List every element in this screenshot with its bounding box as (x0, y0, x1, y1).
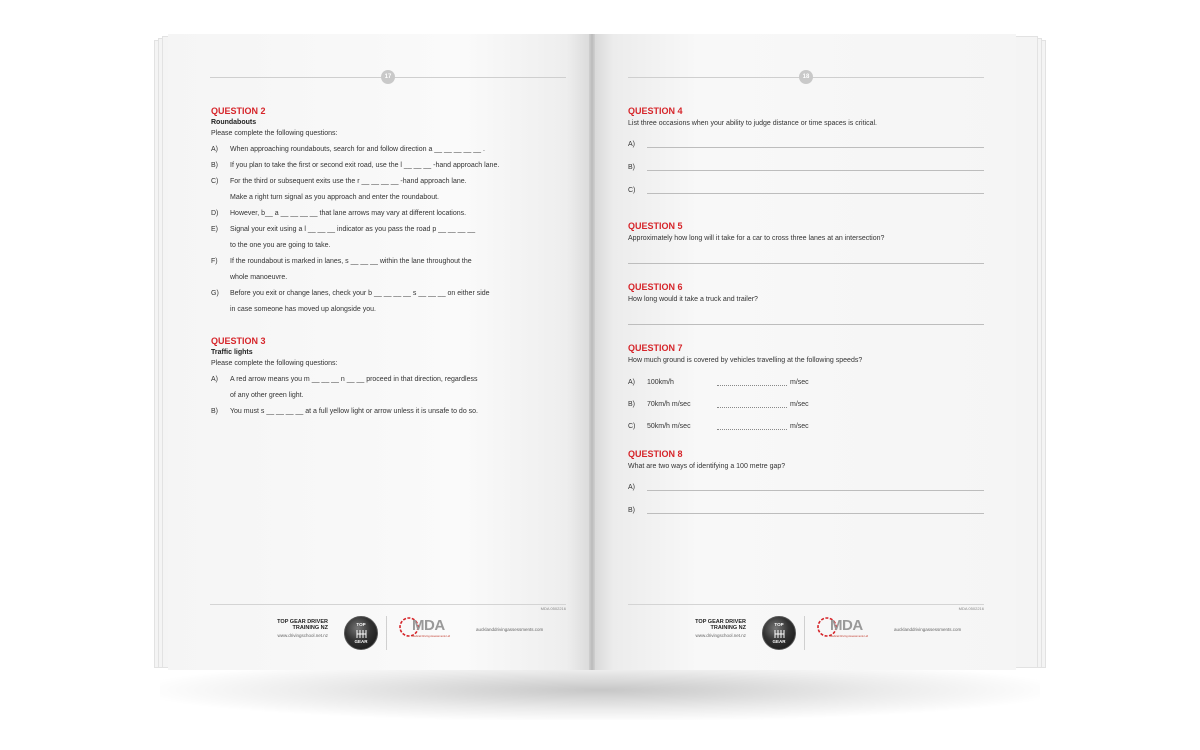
logo-text: TOP (356, 622, 366, 627)
question-5 (628, 221, 984, 264)
question-text: How long would it take a truck and trailer? (628, 296, 758, 303)
mda-logo (816, 614, 891, 654)
item-text (230, 375, 561, 400)
speed-row (628, 378, 984, 387)
item-text-line: Before you exit or change lanes, check your b __ __ __ __ s __ __ __ on either side (230, 290, 490, 297)
speed-label: B) (628, 401, 635, 408)
gear-shift-icon (356, 629, 368, 639)
top-gear-logo (344, 616, 378, 650)
speed-row (628, 422, 984, 431)
page-number: 18 (799, 70, 813, 84)
mda-wordmark: MDA (830, 617, 863, 634)
page-content (628, 106, 984, 515)
item-text-line: Signal your exit using a l __ __ __ indicator as you pass the road p __ __ __ __ (230, 226, 476, 233)
speed-row (628, 400, 984, 409)
page-content (211, 106, 561, 416)
footer-rule (210, 604, 566, 605)
answer-line[interactable] (628, 140, 984, 149)
question-title: QUESTION 8 (628, 449, 683, 459)
item-label: F) (211, 258, 218, 265)
item-text-line: If the roundabout is marked in lanes, s __ __ __ within the lane throughout the (230, 258, 472, 265)
speed-value: 50km/h m/sec (647, 423, 691, 430)
question-item (211, 225, 561, 250)
answer-line[interactable] (628, 186, 984, 195)
speed-unit: m/sec (790, 379, 809, 386)
item-label: C) (211, 178, 219, 185)
answer-label: A) (628, 141, 635, 148)
item-text (230, 145, 561, 154)
question-text: How much ground is covered by vehicles travelling at the following speeds? (628, 357, 863, 364)
item-text-line: A red arrow means you m __ __ __ n __ __ proceed in that direction, regardless (230, 376, 478, 383)
question-title: QUESTION 6 (628, 282, 683, 292)
item-label: E) (211, 226, 218, 233)
question-7 (628, 343, 984, 431)
right-page (592, 34, 1016, 670)
left-page (168, 34, 592, 670)
question-8 (628, 449, 984, 515)
answer-label: B) (628, 507, 635, 514)
brand-name-line: TOP GEAR DRIVER (695, 619, 746, 625)
mda-url: aucklanddrivingassessments.com (894, 627, 962, 632)
footer-rule (628, 604, 984, 605)
item-text (230, 161, 561, 170)
document-code: MDA 0502216 (540, 606, 566, 611)
item-label: A) (211, 376, 218, 383)
item-label: G) (211, 290, 219, 297)
brand-name-line: TOP GEAR DRIVER (277, 619, 328, 625)
item-text (230, 407, 561, 416)
footer-divider (386, 616, 387, 650)
brand-name (208, 619, 328, 631)
item-label: D) (211, 210, 219, 217)
logo-text: GEAR (354, 639, 368, 644)
answer-line[interactable] (628, 163, 984, 172)
mda-url: aucklanddrivingassessments.com (476, 627, 544, 632)
speed-value: 100km/h (647, 379, 674, 386)
question-item (211, 209, 561, 218)
question-text: List three occasions when your ability to judge distance or time spaces is critical. (628, 120, 878, 127)
speed-answer-line[interactable] (717, 402, 787, 408)
question-subtitle: Roundabouts (211, 119, 257, 126)
question-4 (628, 106, 984, 195)
question-6 (628, 282, 984, 325)
page-footer (628, 604, 984, 654)
answer-line[interactable] (628, 506, 984, 515)
speed-answer-line[interactable] (717, 380, 787, 386)
brand-name-line: TRAINING NZ (292, 625, 328, 631)
item-label: A) (211, 146, 218, 153)
question-intro: Please complete the following questions: (211, 360, 338, 367)
item-text-continued: Make a right turn signal as you approach and enter the roundabout. (230, 194, 439, 201)
question-item (211, 145, 561, 154)
page-footer (210, 604, 566, 654)
mda-tagline: Medical Driving Assessments Ltd (412, 635, 451, 638)
question-title: QUESTION 3 (211, 336, 266, 346)
speed-value: 70km/h m/sec (647, 401, 691, 408)
answer-line[interactable] (628, 304, 984, 325)
footer-divider (804, 616, 805, 650)
answer-line[interactable] (628, 483, 984, 492)
item-text-continued: to the one you are going to take. (230, 242, 331, 249)
question-item (211, 177, 561, 202)
top-gear-logo (762, 616, 796, 650)
question-title: QUESTION 4 (628, 106, 683, 116)
item-text-continued: whole manoeuvre. (230, 274, 288, 281)
brand-url: www.drivingschool.net.nz (277, 633, 328, 638)
item-label: B) (211, 408, 218, 415)
question-2 (211, 106, 561, 314)
page-header (628, 70, 984, 84)
speed-label: A) (628, 379, 635, 386)
item-text-line: You must s __ __ __ __ at a full yellow light or arrow unless it is unsafe to do so. (230, 408, 478, 415)
item-text-line: For the third or subsequent exits use the r __ __ __ __ -hand approach lane. (230, 178, 467, 185)
question-item (211, 407, 561, 416)
brand-name (626, 619, 746, 631)
item-text (230, 225, 561, 250)
question-title: QUESTION 5 (628, 221, 683, 231)
item-text-line: If you plan to take the first or second exit road, use the l __ __ __ -hand approach lane. (230, 162, 500, 169)
item-text-line: When approaching roundabouts, search for and follow direction a __ __ __ __ __ . (230, 146, 485, 153)
item-text-line: However, b__ a __ __ __ __ that lane arrows may vary at different locations. (230, 210, 467, 217)
answer-line[interactable] (628, 243, 984, 264)
answer-label: A) (628, 484, 635, 491)
answer-rule (647, 165, 984, 171)
question-title: QUESTION 7 (628, 343, 683, 353)
brand-url: www.drivingschool.net.nz (695, 633, 746, 638)
book-spine (589, 34, 595, 670)
speed-unit: m/sec (790, 423, 809, 430)
question-item (211, 289, 561, 314)
answer-rule (647, 142, 984, 148)
question-item (211, 257, 561, 282)
page-number: 17 (381, 70, 395, 84)
speed-answer-line[interactable] (717, 424, 787, 430)
speed-label: C) (628, 423, 636, 430)
item-label: B) (211, 162, 218, 169)
mda-logo (398, 614, 473, 654)
question-intro: Please complete the following questions: (211, 130, 338, 137)
gear-shift-icon (774, 629, 786, 639)
item-text (230, 289, 561, 314)
speed-unit: m/sec (790, 401, 809, 408)
page-header (210, 70, 566, 84)
item-text-continued: of any other green light. (230, 392, 304, 399)
mda-tagline: Medical Driving Assessments Ltd (830, 635, 869, 638)
answer-rule (647, 508, 984, 514)
item-text (230, 177, 561, 202)
mda-wordmark: MDA (412, 617, 445, 634)
question-subtitle: Traffic lights (211, 349, 253, 356)
answer-label: B) (628, 164, 635, 171)
question-item (211, 375, 561, 400)
item-text (230, 209, 561, 218)
question-3 (211, 336, 561, 416)
logo-text: GEAR (772, 639, 786, 644)
question-item (211, 161, 561, 170)
answer-label: C) (628, 187, 636, 194)
question-title: QUESTION 2 (211, 106, 266, 116)
item-text-continued: in case someone has moved up alongside you. (230, 306, 376, 313)
document-code: MDA 0502216 (958, 606, 984, 611)
answer-rule (647, 485, 984, 491)
item-text (230, 257, 561, 282)
logo-text: TOP (774, 622, 784, 627)
question-text: Approximately how long will it take for a car to cross three lanes at an intersection? (628, 235, 885, 242)
question-text: What are two ways of identifying a 100 metre gap? (628, 463, 786, 470)
brand-name-line: TRAINING NZ (710, 625, 746, 631)
answer-rule (647, 188, 984, 194)
